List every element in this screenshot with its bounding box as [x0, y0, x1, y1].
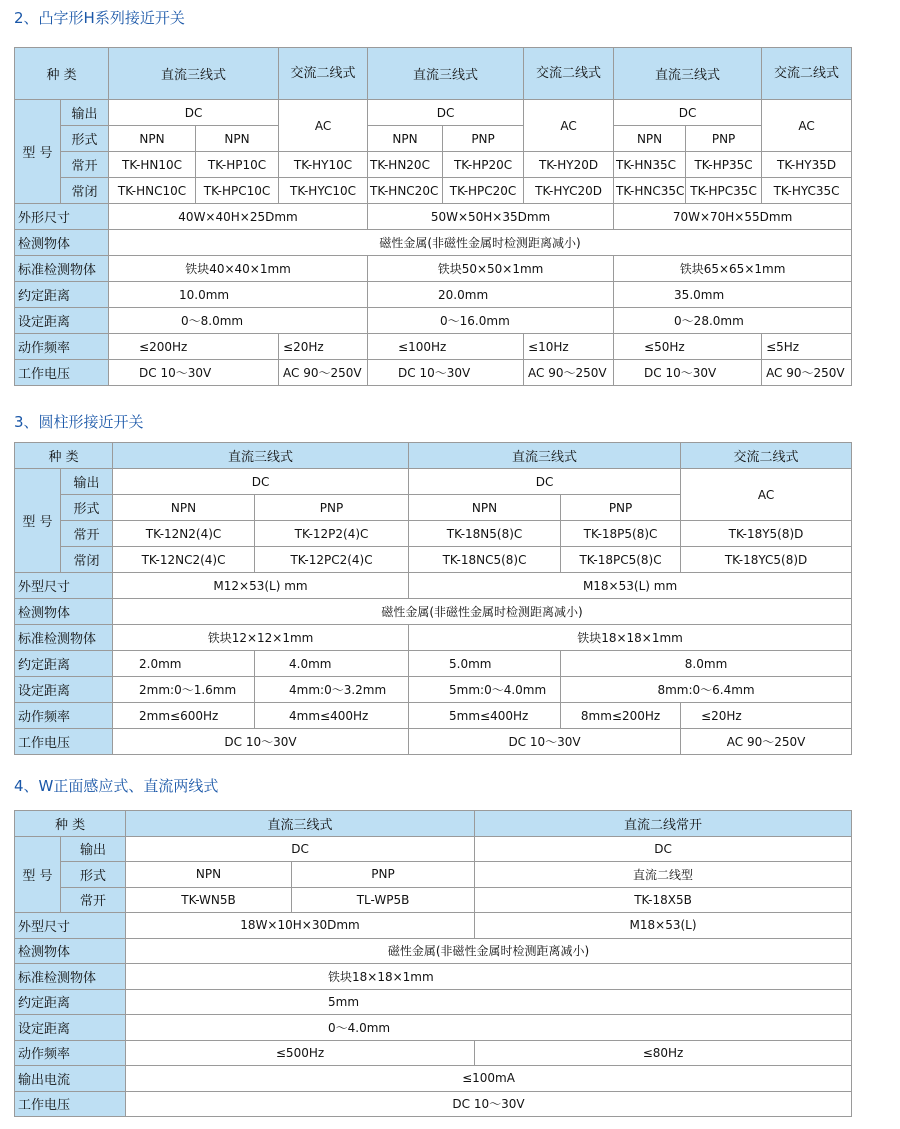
voltage-value: AC 90～250V: [681, 729, 852, 755]
form-value: 直流二线型: [475, 862, 852, 888]
frequency-label: 动作频率: [15, 1040, 126, 1066]
set-distance-label: 设定距离: [15, 308, 109, 334]
model-cell: TK-HN20C: [368, 152, 443, 178]
voltage-value: DC 10～30V: [368, 360, 524, 386]
frequency-value: 4mm≤400Hz: [255, 703, 409, 729]
frequency-value: ≤50Hz: [614, 334, 762, 360]
object-label: 检测物体: [15, 599, 113, 625]
output-value: DC: [614, 100, 762, 126]
std-object-value: 铁块40×40×1mm: [109, 256, 368, 282]
model-cell: TK-HY35D: [762, 152, 852, 178]
model-cell: TK-HNC10C: [109, 178, 196, 204]
std-object-label: 标准检测物体: [15, 256, 109, 282]
model-cell: TK-12NC2(4)C: [113, 547, 255, 573]
model-cell: TK-HN10C: [109, 152, 196, 178]
model-cell: TK-18P5(8)C: [561, 521, 681, 547]
rated-distance-value: 10.0mm: [109, 282, 368, 308]
rated-distance-label: 约定距离: [15, 989, 126, 1015]
std-object-value: 铁块65×65×1mm: [614, 256, 852, 282]
size-label: 外型尺寸: [15, 573, 113, 599]
voltage-label: 工作电压: [15, 1091, 126, 1117]
model-cell: TK-12N2(4)C: [113, 521, 255, 547]
model-cell: TK-12P2(4)C: [255, 521, 409, 547]
voltage-value: AC 90～250V: [762, 360, 852, 386]
model-cell: TK-HY20D: [524, 152, 614, 178]
model-cell: TK-HYC35C: [762, 178, 852, 204]
frequency-value: ≤5Hz: [762, 334, 852, 360]
std-object-value: 铁块18×18×1mm: [126, 964, 852, 990]
set-distance-value: 2mm:0～1.6mm: [113, 677, 255, 703]
rated-distance-value: 5.0mm: [409, 651, 561, 677]
output-value: DC: [409, 469, 681, 495]
output-value: AC: [681, 469, 852, 521]
voltage-value: DC 10～30V: [126, 1091, 852, 1117]
model-cell: TK-HP35C: [686, 152, 762, 178]
form-value: PNP: [255, 495, 409, 521]
model-cell: TK-WN5B: [126, 887, 292, 913]
model-label: 型 号: [15, 100, 61, 204]
rated-distance-label: 约定距离: [15, 282, 109, 308]
rated-distance-value: 20.0mm: [368, 282, 614, 308]
normally-open-label: 常开: [61, 152, 109, 178]
std-object-value: 铁块18×18×1mm: [409, 625, 852, 651]
form-label: 形式: [61, 862, 126, 888]
model-cell: TK-18N5(8)C: [409, 521, 561, 547]
form-label: 形式: [61, 495, 113, 521]
output-value: AC: [762, 100, 852, 152]
size-value: 50W×50H×35Dmm: [368, 204, 614, 230]
w-series-spec-table: [14, 810, 852, 1117]
size-value: M18×53(L): [475, 913, 852, 939]
size-value: 40W×40H×25Dmm: [109, 204, 368, 230]
type-label: 种 类: [15, 443, 113, 469]
form-value: NPN: [614, 126, 686, 152]
rated-distance-label: 约定距离: [15, 651, 113, 677]
voltage-value: AC 90～250V: [524, 360, 614, 386]
model-cell: TK-HP10C: [196, 152, 279, 178]
voltage-value: DC 10～30V: [109, 360, 279, 386]
set-distance-value: 8mm:0～6.4mm: [561, 677, 852, 703]
frequency-value: 2mm≤600Hz: [113, 703, 255, 729]
frequency-value: ≤500Hz: [126, 1040, 475, 1066]
set-distance-label: 设定距离: [15, 677, 113, 703]
rated-distance-value: 2.0mm: [113, 651, 255, 677]
section-title: 3、圆柱形接近开关: [14, 413, 144, 431]
group-header: 交流二线式: [279, 48, 368, 100]
model-cell: TK-HNC20C: [368, 178, 443, 204]
object-value: 磁性金属(非磁性金属时检测距离减小): [109, 230, 852, 256]
voltage-value: DC 10～30V: [409, 729, 681, 755]
section-title: 2、凸字形H系列接近开关: [14, 9, 185, 27]
frequency-value: 8mm≤200Hz: [561, 703, 681, 729]
group-header: 直流三线式: [126, 811, 475, 837]
type-label: 种 类: [15, 48, 109, 100]
group-header: 交流二线式: [524, 48, 614, 100]
frequency-value: ≤80Hz: [475, 1040, 852, 1066]
rated-distance-value: 35.0mm: [614, 282, 852, 308]
size-label: 外型尺寸: [15, 913, 126, 939]
frequency-value: ≤20Hz: [279, 334, 368, 360]
object-value: 磁性金属(非磁性金属时检测距离减小): [126, 938, 852, 964]
set-distance-value: 4mm:0～3.2mm: [255, 677, 409, 703]
group-header: 直流三线式: [409, 443, 681, 469]
group-header: 直流三线式: [113, 443, 409, 469]
model-cell: TK-18PC5(8)C: [561, 547, 681, 573]
group-header: 交流二线式: [681, 443, 852, 469]
size-label: 外形尺寸: [15, 204, 109, 230]
rated-distance-value: 4.0mm: [255, 651, 409, 677]
model-label: 型 号: [15, 469, 61, 573]
form-value: NPN: [113, 495, 255, 521]
frequency-value: ≤20Hz: [681, 703, 852, 729]
frequency-value: 5mm≤400Hz: [409, 703, 561, 729]
size-value: 18W×10H×30Dmm: [126, 913, 475, 939]
output-value: DC: [113, 469, 409, 495]
voltage-label: 工作电压: [15, 729, 113, 755]
model-cell: TK-18Y5(8)D: [681, 521, 852, 547]
model-cell: TK-HPC10C: [196, 178, 279, 204]
output-label: 输出: [61, 100, 109, 126]
frequency-label: 动作频率: [15, 703, 113, 729]
set-distance-value: 0～8.0mm: [109, 308, 368, 334]
frequency-value: ≤100Hz: [368, 334, 524, 360]
frequency-label: 动作频率: [15, 334, 109, 360]
set-distance-value: 0～28.0mm: [614, 308, 852, 334]
normally-open-label: 常开: [61, 887, 126, 913]
model-cell: TK-18YC5(8)D: [681, 547, 852, 573]
set-distance-value: 0～4.0mm: [126, 1015, 852, 1041]
form-value: NPN: [109, 126, 196, 152]
form-value: NPN: [368, 126, 443, 152]
set-distance-label: 设定距离: [15, 1015, 126, 1041]
current-value: ≤100mA: [126, 1066, 852, 1092]
model-cell: TK-HNC35C: [614, 178, 686, 204]
normally-open-label: 常开: [61, 521, 113, 547]
output-value: DC: [109, 100, 279, 126]
model-cell: TK-HPC20C: [443, 178, 524, 204]
normally-closed-label: 常闭: [61, 547, 113, 573]
model-cell: TK-18X5B: [475, 887, 852, 913]
group-header: 交流二线式: [762, 48, 852, 100]
object-value: 磁性金属(非磁性金属时检测距离减小): [113, 599, 852, 625]
normally-closed-label: 常闭: [61, 178, 109, 204]
model-cell: TK-HYC20D: [524, 178, 614, 204]
h-series-spec-table: [14, 47, 852, 386]
voltage-value: AC 90～250V: [279, 360, 368, 386]
group-header: 直流三线式: [368, 48, 524, 100]
object-label: 检测物体: [15, 938, 126, 964]
output-value: DC: [126, 836, 475, 862]
cylindrical-spec-table: [14, 442, 852, 755]
std-object-value: 铁块50×50×1mm: [368, 256, 614, 282]
section-title: 4、W正面感应式、直流两线式: [14, 777, 219, 795]
output-value: DC: [475, 836, 852, 862]
frequency-value: ≤200Hz: [109, 334, 279, 360]
object-label: 检测物体: [15, 230, 109, 256]
form-value: PNP: [561, 495, 681, 521]
rated-distance-value: 8.0mm: [561, 651, 852, 677]
output-value: AC: [524, 100, 614, 152]
std-object-label: 标准检测物体: [15, 625, 113, 651]
voltage-label: 工作电压: [15, 360, 109, 386]
group-header: 直流三线式: [614, 48, 762, 100]
model-cell: TK-HP20C: [443, 152, 524, 178]
model-label: 型 号: [15, 836, 61, 913]
form-value: NPN: [196, 126, 279, 152]
std-object-value: 铁块12×12×1mm: [113, 625, 409, 651]
model-cell: TK-12PC2(4)C: [255, 547, 409, 573]
model-cell: TK-HN35C: [614, 152, 686, 178]
output-label: 输出: [61, 469, 113, 495]
set-distance-value: 5mm:0～4.0mm: [409, 677, 561, 703]
form-value: NPN: [409, 495, 561, 521]
rated-distance-value: 5mm: [126, 989, 852, 1015]
voltage-value: DC 10～30V: [113, 729, 409, 755]
frequency-value: ≤10Hz: [524, 334, 614, 360]
model-cell: TK-HYC10C: [279, 178, 368, 204]
size-value: M18×53(L) mm: [409, 573, 852, 599]
set-distance-value: 0～16.0mm: [368, 308, 614, 334]
model-cell: TK-18NC5(8)C: [409, 547, 561, 573]
voltage-value: DC 10～30V: [614, 360, 762, 386]
form-value: NPN: [126, 862, 292, 888]
group-header: 直流三线式: [109, 48, 279, 100]
model-cell: TL-WP5B: [292, 887, 475, 913]
output-value: DC: [368, 100, 524, 126]
model-cell: TK-HY10C: [279, 152, 368, 178]
size-value: M12×53(L) mm: [113, 573, 409, 599]
model-cell: TK-HPC35C: [686, 178, 762, 204]
form-value: PNP: [292, 862, 475, 888]
output-label: 输出: [61, 836, 126, 862]
type-label: 种 类: [15, 811, 126, 837]
current-label: 输出电流: [15, 1066, 126, 1092]
std-object-label: 标准检测物体: [15, 964, 126, 990]
size-value: 70W×70H×55Dmm: [614, 204, 852, 230]
output-value: AC: [279, 100, 368, 152]
form-label: 形式: [61, 126, 109, 152]
form-value: PNP: [443, 126, 524, 152]
group-header: 直流二线常开: [475, 811, 852, 837]
form-value: PNP: [686, 126, 762, 152]
